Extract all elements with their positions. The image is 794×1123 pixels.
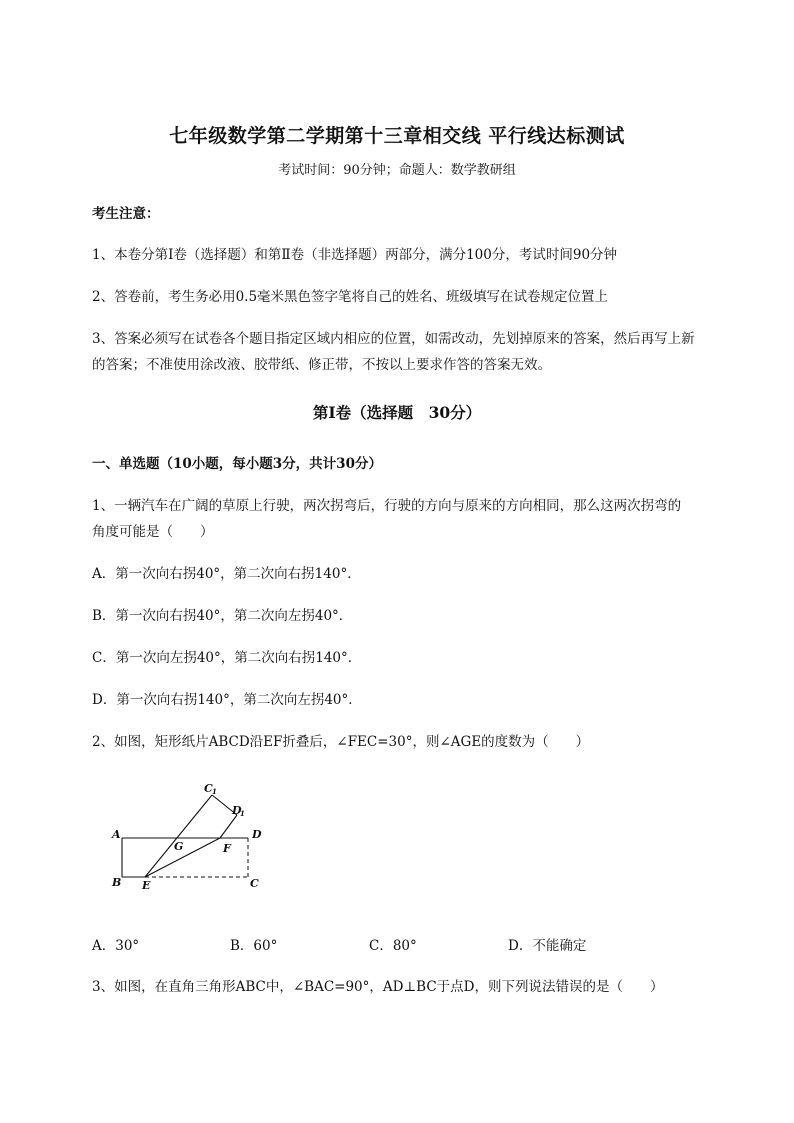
label-e: E bbox=[142, 879, 151, 892]
fold-figure bbox=[100, 775, 280, 895]
notice-item: 3、答案必须写在试卷各个题目指定区域内相应的位置，如需改动，先划掉原来的答案，然后再写上新 bbox=[92, 331, 695, 347]
label-d: D bbox=[252, 828, 262, 841]
label-c: C bbox=[250, 877, 259, 890]
notice-item: 1、本卷分第I卷（选择题）和第Ⅱ卷（非选择题）两部分，满分100分，考试时间90分钟 bbox=[92, 247, 618, 263]
question-2-option-a: A．30° bbox=[92, 938, 140, 954]
label-d1-subscript: 1 bbox=[240, 809, 245, 818]
section-heading: 一、单选题（10小题，每小题3分，共计30分） bbox=[92, 456, 382, 472]
question-1-option-d: D．第一次向右拐140°，第二次向左拐40°． bbox=[92, 692, 362, 708]
question-3-stem: 3、如图，在直角三角形ABC中，∠BAC=90°，AD⊥BC于点D，则下列说法错误的是（ ） bbox=[92, 979, 664, 995]
exam-info: 考试时间：90分钟；命题人：数学教研组 bbox=[278, 163, 516, 178]
label-c1-subscript: 1 bbox=[212, 787, 217, 796]
segment-ec1 bbox=[145, 795, 212, 877]
label-b: B bbox=[112, 876, 122, 889]
section-title: 第I卷（选择题 30分） bbox=[312, 403, 482, 422]
notice-item: 的答案；不准使用涂改液、胶带纸、修正带，不按以上要求作答的答案无效。 bbox=[92, 357, 551, 373]
question-1-stem: 1、一辆汽车在广阔的草原上行驶，两次拐弯后，行驶的方向与原来的方向相同，那么这两次拐弯的 bbox=[92, 498, 682, 514]
label-d1: D bbox=[232, 804, 242, 817]
question-2-option-d: D．不能确定 bbox=[508, 938, 587, 954]
label-a: A bbox=[112, 828, 121, 841]
label-g: G bbox=[174, 840, 184, 853]
question-2-option-c: C．80° bbox=[369, 938, 417, 954]
notice-item: 2、答卷前，考生务必用0.5毫米黑色签字笔将自己的姓名、班级填写在试卷规定位置上 bbox=[92, 289, 609, 305]
label-c1: C bbox=[204, 782, 213, 795]
question-1-option-a: A．第一次向右拐40°，第二次向右拐140°． bbox=[92, 566, 361, 582]
segment-d1f bbox=[220, 815, 237, 838]
page-title: 七年级数学第二学期第十三章相交线 平行线达标测试 bbox=[169, 125, 625, 147]
question-1-option-b: B．第一次向右拐40°，第二次向左拐40°． bbox=[92, 608, 353, 624]
label-f: F bbox=[223, 842, 231, 855]
question-2-stem: 2、如图，矩形纸片ABCD沿EF折叠后，∠FEC=30°，则∠AGE的度数为（ ） bbox=[92, 734, 590, 750]
question-2-options bbox=[92, 934, 712, 954]
question-1-stem-cont: 角度可能是（ ） bbox=[92, 524, 214, 540]
notice-heading: 考生注意： bbox=[92, 206, 160, 222]
question-2-option-b: B．60° bbox=[230, 938, 278, 954]
question-1-option-c: C．第一次向左拐40°，第二次向右拐140°． bbox=[92, 650, 362, 666]
